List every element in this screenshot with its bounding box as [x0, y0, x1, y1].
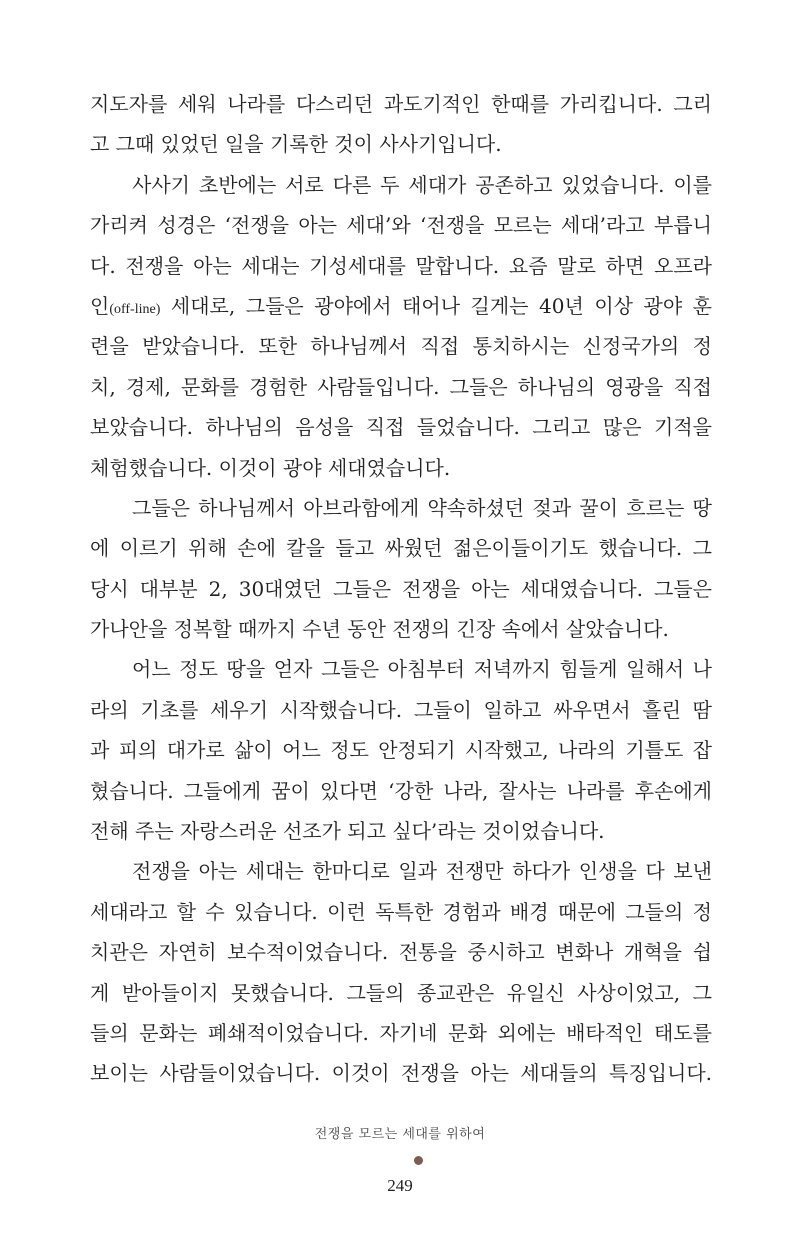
- text-line: 그들은 하나님께서 아브라함에게 약속하셨던 젖과 꿀이 흐르는 땅: [132, 495, 712, 520]
- text-line: 라의 기초를 세우기 시작했습니다. 그들이 일하고 싸우면서 흘린 땀: [90, 697, 712, 722]
- text-line: 어느 정도 땅을 얻자 그들은 아침부터 저녁까지 힘들게 일해서 나: [132, 657, 712, 682]
- text-line: 사사기 초반에는 서로 다른 두 세대가 공존하고 있었습니다. 이를: [132, 172, 712, 197]
- text-line: 혔습니다. 그들에게 꿈이 있다면 ‘강한 나라, 잘사는 나라를 후손에게: [90, 778, 712, 803]
- text-line: 세대라고 할 수 있습니다. 이런 독특한 경험과 배경 때문에 그들의 정: [90, 899, 712, 924]
- text-line: 당시 대부분 2, 30대였던 그들은 전쟁을 아는 세대였습니다. 그들은: [90, 576, 712, 601]
- text-line: 보이는 사람들이었습니다. 이것이 전쟁을 아는 세대들의 특징입니다.: [90, 1061, 712, 1086]
- footer-dot-ornament: [414, 1156, 423, 1165]
- running-footer-title: 전쟁을 모르는 세대를 위하여: [314, 1127, 486, 1142]
- text-line: 지도자를 세워 나라를 다스리던 과도기적인 한때를 가리킵니다. 그리: [90, 92, 712, 116]
- english-gloss: (off-line): [109, 301, 161, 317]
- text-line: 치관은 자연히 보수적이었습니다. 전통을 중시하고 변화나 개혁을 쉽: [90, 940, 712, 965]
- text-line: 과 피의 대가로 삶이 어느 정도 안정되기 시작했고, 나라의 기틀도 잡: [90, 738, 712, 763]
- text-line: 치, 경제, 문화를 경험한 사람들입니다. 그들은 하나님의 영광을 직접: [90, 374, 712, 399]
- text-line: 가리켜 성경은 ‘전쟁을 아는 세대’와 ‘전쟁을 모르는 세대’라고 부릅니: [90, 213, 712, 238]
- text-segment: 세대로, 그들은 광야에서 태어나 길게는 40년 이상 광야 훈: [160, 293, 712, 318]
- text-line: [90, 286, 712, 326]
- text-line: 전쟁을 아는 세대는 한마디로 일과 전쟁만 하다가 인생을 다 보낸: [132, 859, 712, 884]
- page-number: 249: [387, 1176, 413, 1195]
- text-line: 다. 전쟁을 아는 세대는 기성세대를 말합니다. 요즘 말로 하면 오프라: [90, 253, 712, 278]
- text-line: 보았습니다. 하나님의 음성을 직접 들었습니다. 그리고 많은 기적을: [90, 415, 712, 440]
- text-line: 련을 받았습니다. 또한 하나님께서 직접 통치하시는 신정국가의 정: [90, 334, 712, 359]
- text-line: 체험했습니다. 이것이 광야 세대였습니다.: [90, 455, 451, 480]
- text-line: 전해 주는 자랑스러운 선조가 되고 싶다’라는 것이었습니다.: [90, 819, 605, 844]
- text-line: 가나안을 정복할 때까지 수년 동안 전쟁의 긴장 속에서 살았습니다.: [90, 617, 669, 642]
- text-line: 게 받아들이지 못했습니다. 그들의 종교관은 유일신 사상이었고, 그: [90, 980, 712, 1005]
- body-text: [90, 84, 712, 1094]
- text-line: 고 그때 있었던 일을 기록한 것이 사사기입니다.: [90, 132, 502, 157]
- text-segment: 인: [90, 293, 110, 318]
- text-line: 에 이르기 위해 손에 칼을 들고 싸웠던 젊은이들이기도 했습니다. 그: [90, 536, 712, 561]
- text-line: 들의 문화는 폐쇄적이었습니다. 자기네 문화 외에는 배타적인 태도를: [90, 1020, 712, 1045]
